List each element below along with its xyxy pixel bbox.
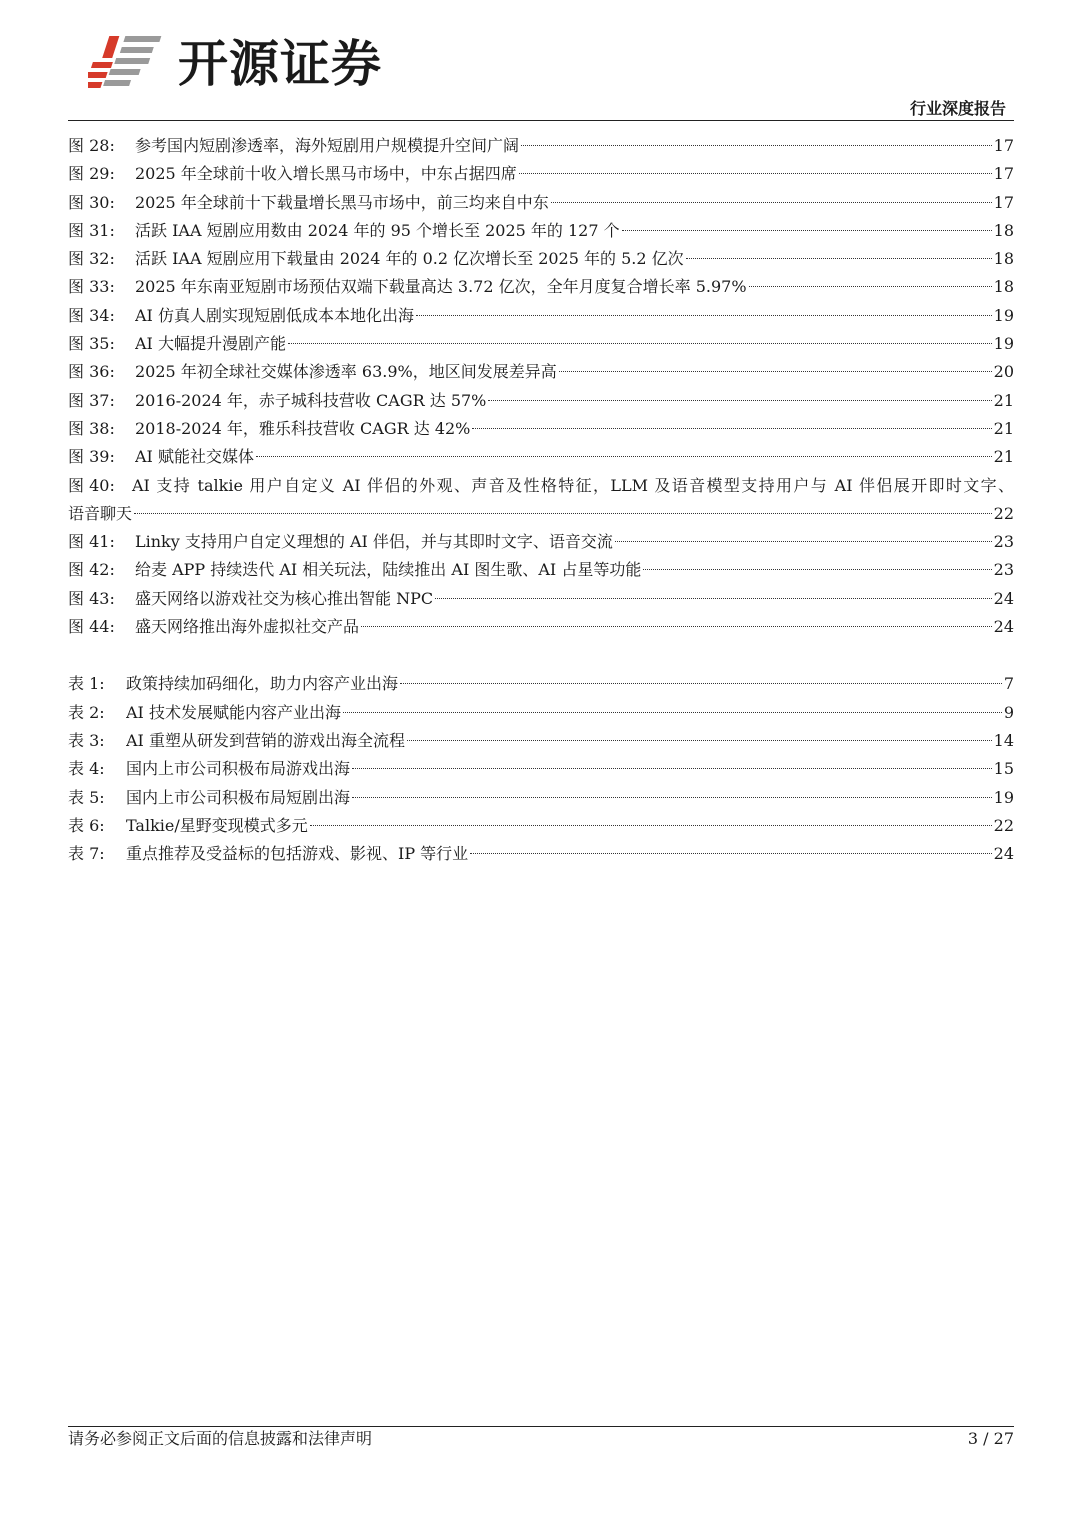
toc-entry-label: 图 44: [68,617,115,637]
toc-entry-label: 图 43: [68,588,115,608]
toc-entry-label: 图 37: [68,390,115,410]
toc-entry-title: AI 大幅提升漫剧产能 [135,334,286,354]
toc-entry-page: 24 [993,588,1014,608]
toc-entry-page: 17 [993,192,1014,212]
footer-disclaimer: 请务必参阅正文后面的信息披露和法律声明 [68,1429,373,1448]
toc-entry-page: 21 [993,390,1014,410]
toc-entry-page: 21 [993,418,1014,438]
toc-entry-page: 17 [993,136,1014,155]
toc-entry-page: 20 [993,362,1014,382]
toc-entry-page: 17 [993,164,1014,184]
toc-entry-label: 图 33: [68,277,115,297]
toc-entry-figure[interactable] [68,302,1014,330]
toc-leader-dots [343,712,1002,713]
toc-entry-title: AI 支持 talkie 用户自定义 AI 伴侣的外观、声音及性格特征，LLM 及语音模型支持用户与 AI 伴侣展开即时文字、 [132,475,1014,495]
toc-entry-table[interactable] [68,699,1014,727]
toc-leader-dots [407,740,992,741]
toc-entry-title: 2025 年初全球社交媒体渗透率 63.9%，地区间发展差异高 [135,362,557,382]
toc-leader-dots [472,428,991,429]
toc-entry-figure[interactable] [68,330,1014,358]
toc-entry-label: 表 1: [68,674,105,694]
toc-leader-dots [352,797,992,798]
toc-entry-label: 表 6: [68,815,105,835]
toc-entry-label: 图 36: [68,362,115,382]
toc-leader-dots [488,400,991,401]
toc-entry-title: AI 仿真人剧实现短剧低成本本地化出海 [135,305,414,325]
toc-leader-dots [435,598,992,599]
toc-entry-figure[interactable] [68,132,1014,160]
toc-entry-figure-40[interactable] [68,472,1014,529]
toc-entry-page: 22 [993,815,1014,835]
toc-leader-dots [470,853,991,854]
toc-leader-dots [643,569,991,570]
toc-leader-dots [416,315,992,316]
toc-entry-page: 19 [993,787,1014,807]
toc-leader-dots [256,456,992,457]
report-type-label: 行业深度报告 [909,99,1006,118]
toc-entry-figure[interactable] [68,443,1014,471]
toc-leader-dots [288,343,992,344]
toc-entry-label: 图 31: [68,220,115,240]
toc-entry-title: 政策持续加码细化，助力内容产业出海 [126,674,399,694]
toc-leader-dots [310,825,992,826]
toc-entry-title: AI 重塑从研发到营销的游戏出海全流程 [126,730,405,750]
toc-entry-title: Talkie/星野变现模式多元 [126,815,308,835]
toc-entry-page: 23 [993,560,1014,580]
toc-leader-dots [521,145,992,146]
toc-entry-page: 24 [993,617,1014,637]
header-divider [68,120,1014,121]
footer-divider [68,1426,1014,1427]
toc-entry-page: 18 [993,220,1014,240]
toc-entry-table[interactable] [68,812,1014,840]
toc-entry-label: 图 34: [68,305,115,325]
toc-entry-table[interactable] [68,670,1014,698]
toc-entry-figure[interactable] [68,528,1014,556]
toc-entry-table[interactable] [68,727,1014,755]
toc-leader-dots [749,286,992,287]
toc-leader-dots [622,230,992,231]
toc-leader-dots [686,258,992,259]
toc-entry-page: 19 [993,334,1014,354]
toc-leader-dots [559,371,992,372]
brand-name: 开源证券 [178,35,382,93]
toc-entry-figure[interactable] [68,387,1014,415]
toc-entry-label: 图 35: [68,334,115,354]
toc-entry-figure[interactable] [68,160,1014,188]
toc-entry-figure[interactable] [68,189,1014,217]
toc-entry-page: 18 [993,249,1014,269]
toc-entry-title-continued: 语音聊天 [68,503,133,523]
toc-entry-title: 盛天网络推出海外虚拟社交产品 [135,617,360,637]
toc-entry-page: 21 [993,447,1014,467]
toc-entry-label: 图 38: [68,418,115,438]
toc-entry-table[interactable] [68,840,1014,868]
toc-entry-figure[interactable] [68,273,1014,301]
toc-leader-dots [361,626,992,627]
toc-entry-title: 重点推荐及受益标的包括游戏、影视、IP 等行业 [126,844,469,864]
toc-entry-title: 2025 年全球前十收入增长黑马市场中，中东占据四席 [135,164,517,184]
figure-list-continued [68,528,1014,641]
toc-leader-dots [400,683,1002,684]
toc-entry-title: 国内上市公司积极布局短剧出海 [126,787,351,807]
toc-entry-title: 国内上市公司积极布局游戏出海 [126,759,351,779]
toc-entry-figure[interactable] [68,585,1014,613]
toc-entry-label: 图 41: [68,532,115,552]
toc-entry-label: 表 7: [68,844,105,864]
page-number: 3 / 27 [967,1429,1014,1448]
toc-entry-label: 图 40: [68,475,115,495]
toc-entry-title: AI 技术发展赋能内容产业出海 [126,702,341,722]
toc-entry-title: Linky 支持用户自定义理想的 AI 伴侣，并与其即时文字、语音交流 [135,532,613,552]
toc-entry-label: 图 29: [68,164,115,184]
page-header [0,0,1080,124]
toc-entry-label: 图 42: [68,560,115,580]
toc-entry-label: 表 2: [68,702,105,722]
toc-entry-figure[interactable] [68,358,1014,386]
toc-entry-label: 图 30: [68,192,115,212]
toc-entry-title: 2025 年全球前十下载量增长黑马市场中，前三均来自中东 [135,192,549,212]
toc-leader-dots [519,173,992,174]
toc-entry-title: 活跃 IAA 短剧应用数由 2024 年的 95 个增长至 2025 年的 127 个 [135,220,620,240]
toc-entry-page: 14 [993,730,1014,750]
table-of-contents [68,132,1014,868]
kaiyuan-logo-icon [88,34,164,96]
toc-entry-title: AI 赋能社交媒体 [135,447,254,467]
toc-entry-page: 9 [1003,702,1014,722]
toc-entry-figure[interactable] [68,556,1014,584]
toc-entry-label: 图 39: [68,447,115,467]
toc-entry-label: 图 28: [68,136,115,155]
toc-entry-page: 22 [993,503,1014,523]
toc-leader-dots [352,768,992,769]
toc-entry-figure[interactable] [68,415,1014,443]
toc-leader-dots [615,541,992,542]
figure-list [68,132,1014,472]
toc-entry-page: 23 [993,532,1014,552]
toc-entry-title: 活跃 IAA 短剧应用下载量由 2024 年的 0.2 亿次增长至 2025 年的 5.2 亿次 [135,249,684,269]
toc-leader-dots [551,202,992,203]
toc-entry-title: 2016-2024 年，赤子城科技营收 CAGR 达 57% [135,390,487,410]
toc-entry-table[interactable] [68,784,1014,812]
toc-entry-page: 24 [993,844,1014,864]
toc-entry-page: 19 [993,305,1014,325]
toc-entry-table[interactable] [68,755,1014,783]
toc-entry-page: 15 [993,759,1014,779]
toc-leader-dots [134,513,992,514]
toc-entry-label: 表 5: [68,787,105,807]
toc-entry-label: 表 4: [68,759,105,779]
toc-entry-page: 7 [1003,674,1014,694]
toc-entry-figure[interactable] [68,245,1014,273]
toc-entry-title: 给麦 APP 持续迭代 AI 相关玩法，陆续推出 AI 图生歌、AI 占星等功能 [135,560,642,580]
toc-entry-title: 2025 年东南亚短剧市场预估双端下载量高达 3.72 亿次，全年月度复合增长率 5.97% [135,277,747,297]
toc-entry-label: 图 32: [68,249,115,269]
toc-entry-title: 2018-2024 年，雅乐科技营收 CAGR 达 42% [135,418,471,438]
toc-entry-figure[interactable] [68,217,1014,245]
toc-entry-page: 18 [993,277,1014,297]
toc-entry-label: 表 3: [68,730,105,750]
table-list [68,670,1014,868]
toc-entry-title: 参考国内短剧渗透率，海外短剧用户规模提升空间广阔 [135,136,520,155]
toc-entry-figure[interactable] [68,613,1014,641]
toc-entry-title: 盛天网络以游戏社交为核心推出智能 NPC [135,588,434,608]
